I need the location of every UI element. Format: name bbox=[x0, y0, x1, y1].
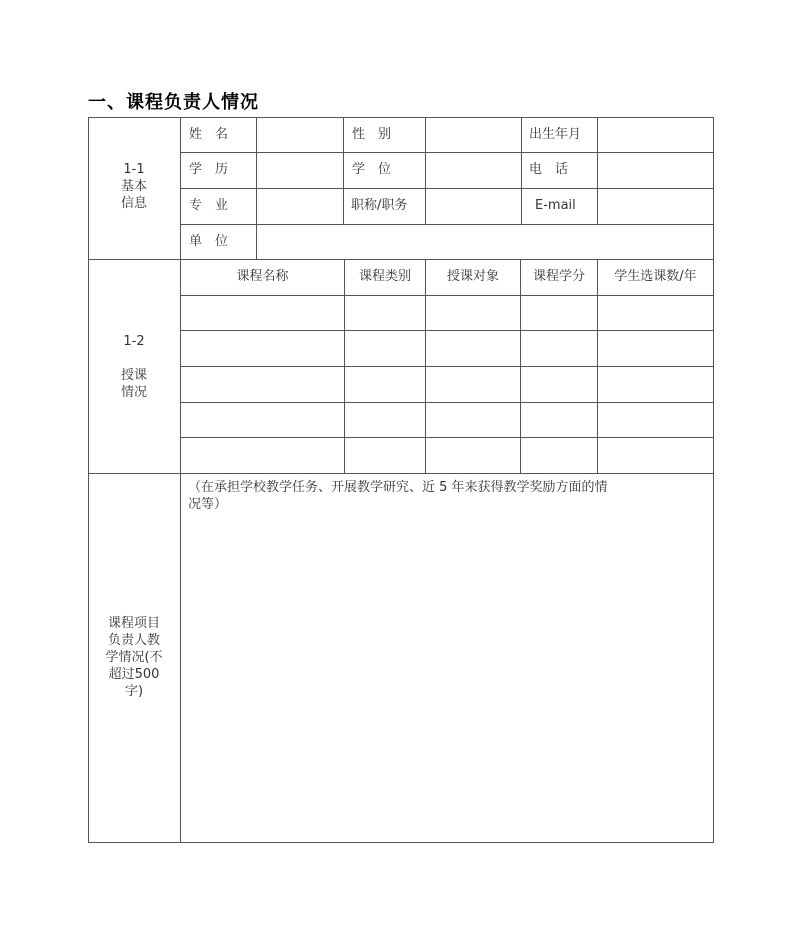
table-border-bottom bbox=[88, 842, 714, 843]
table-border-top bbox=[88, 117, 714, 118]
section-label-line: 基本 bbox=[120, 179, 147, 194]
teaching-row-line bbox=[180, 295, 714, 296]
section-label-basic-info bbox=[88, 161, 180, 212]
info-form-table bbox=[88, 117, 714, 843]
section-label-line: 超过500 bbox=[108, 667, 160, 682]
summary-instructions-line: 况等） bbox=[188, 497, 228, 512]
section-number: 1-2 bbox=[123, 334, 145, 349]
teaching-row-line bbox=[180, 330, 714, 331]
teaching-row-line bbox=[180, 437, 714, 438]
label-column-divider bbox=[180, 117, 181, 843]
teaching-row-line bbox=[180, 402, 714, 403]
label-major: 专 业 bbox=[189, 198, 229, 213]
section-label-line: 课程项目 bbox=[107, 616, 160, 631]
basic-row-line bbox=[180, 224, 714, 225]
section-divider-2 bbox=[88, 473, 714, 474]
page-heading: 一、课程负责人情况 bbox=[88, 92, 259, 113]
section-label-line: 信息 bbox=[120, 196, 147, 211]
label-birth-date: 出生年月 bbox=[529, 126, 582, 142]
label-phone: 电 话 bbox=[529, 162, 569, 177]
column-header-credits: 课程学分 bbox=[532, 269, 585, 284]
basic-col-line bbox=[521, 117, 522, 224]
section-label-line: 字) bbox=[124, 684, 144, 699]
column-header-course-name: 课程名称 bbox=[236, 269, 289, 284]
basic-col-line bbox=[256, 117, 257, 259]
basic-row-line bbox=[180, 152, 714, 153]
summary-instructions-line: （在承担学校教学任务、开展教学研究、近 5 年来获得教学奖励方面的情 bbox=[188, 480, 608, 495]
label-name: 姓 名 bbox=[189, 126, 229, 142]
teaching-row-line bbox=[180, 366, 714, 367]
column-header-course-type: 课程类别 bbox=[358, 269, 411, 284]
summary-instructions bbox=[188, 479, 708, 513]
column-header-enrollment: 学生选课数/年 bbox=[614, 269, 697, 284]
label-title-position: 职称/职务 bbox=[351, 198, 408, 213]
label-email: E-mail bbox=[535, 198, 576, 213]
section-label-teaching-summary bbox=[88, 615, 180, 700]
column-header-audience: 授课对象 bbox=[446, 269, 499, 284]
section-label-spacer bbox=[88, 350, 180, 367]
section-label-line: 情况 bbox=[120, 385, 147, 400]
basic-col-line bbox=[597, 117, 598, 224]
label-unit: 单 位 bbox=[189, 233, 229, 249]
section-number: 1-1 bbox=[123, 162, 145, 177]
section-label-teaching bbox=[88, 333, 180, 401]
section-label-line: 授课 bbox=[120, 368, 147, 383]
section-label-line: 负责人教 bbox=[107, 633, 160, 648]
label-gender: 性 别 bbox=[352, 126, 392, 142]
table-border-left bbox=[88, 117, 89, 843]
table-border-right bbox=[713, 117, 714, 843]
section-label-line: 学情况(不 bbox=[105, 650, 163, 665]
basic-col-line bbox=[425, 117, 426, 224]
basic-col-line bbox=[343, 117, 344, 224]
basic-row-line bbox=[180, 188, 714, 189]
label-degree: 学 位 bbox=[352, 162, 392, 177]
label-education: 学 历 bbox=[189, 162, 229, 177]
